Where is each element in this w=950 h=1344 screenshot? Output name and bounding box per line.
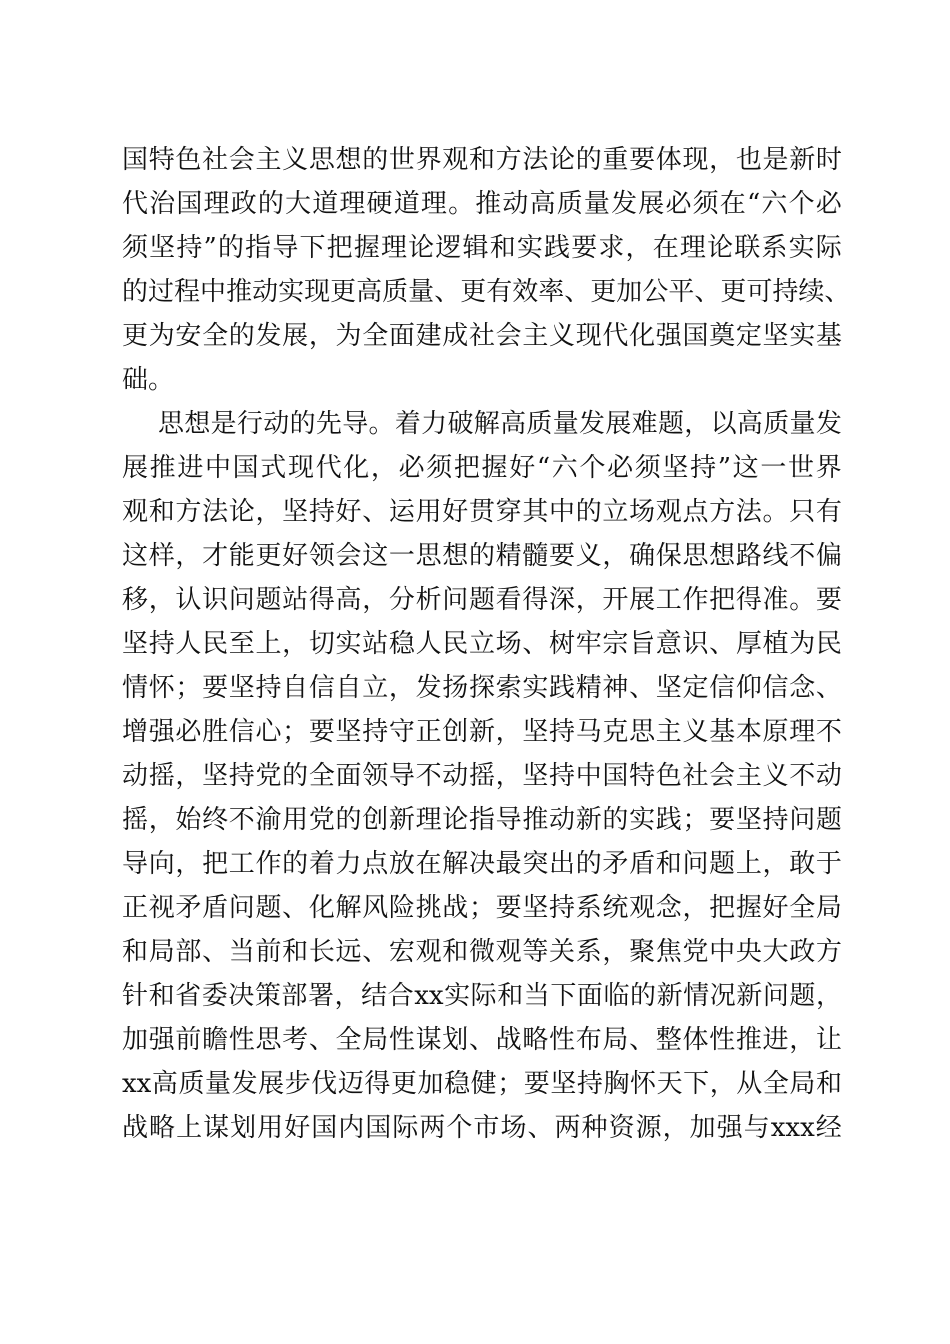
text-line: xx 高 质 量 发 展 步 伐 迈 得 更 加 稳 健 ； 要 坚 持 胸 怀 天 下 ， 从 全 局 和 — [122, 1069, 842, 1099]
text-line: 国 特 色 社 会 主 义 思 想 的 世 界 观 和 方 法 论 的 重 要 体 现 ， 也 是 新 时 — [122, 145, 842, 175]
text-line: 观 和 方 法 论 ， 坚 持 好 、 运 用 好 贯 穿 其 中 的 立 场 观 点 方 法 。 只 有 — [122, 497, 842, 527]
text-line: 这 样 ， 才 能 更 好 领 会 这 一 思 想 的 精 髓 要 义 ， 确 保 思 想 路 线 不 偏 — [122, 541, 842, 571]
text-line: 更 为 安 全 的 发 展 ， 为 全 面 建 成 社 会 主 义 现 代 化 强 国 奠 定 坚 实 基 — [122, 321, 842, 351]
text-line: 导 向 ， 把 工 作 的 着 力 点 放 在 解 决 最 突 出 的 矛 盾 和 问 题 上 ， 敢 于 — [122, 849, 842, 879]
text-line: 须 坚 持 ” 的 指 导 下 把 握 理 论 逻 辑 和 实 践 要 求 ， 在 理 论 联 系 实 际 — [122, 233, 842, 263]
text-line: 摇 ， 始 终 不 渝 用 党 的 创 新 理 论 指 导 推 动 新 的 实 践 ； 要 坚 持 问 题 — [122, 805, 842, 835]
text-line: 战 略 上 谋 划 用 好 国 内 国 际 两 个 市 场 、 两 种 资 源 ， 加 强 与 xxx 经 — [122, 1113, 842, 1143]
paragraph-first-line: 思 想 是 行 动 的 先 导 。 着 力 破 解 高 质 量 发 展 难 题 ， 以 高 质 量 发 — [158, 409, 842, 439]
text-line: 展 推 进 中 国 式 现 代 化 ， 必 须 把 握 好 “ 六 个 必 须 坚 持 ” 这 一 世 界 — [122, 453, 842, 483]
text-line: 移 ， 认 识 问 题 站 得 高 ， 分 析 问 题 看 得 深 ， 开 展 工 作 把 得 准 。 要 — [122, 585, 842, 615]
text-line: 增 强 必 胜 信 心 ； 要 坚 持 守 正 创 新 ， 坚 持 马 克 思 主 义 基 本 原 理 不 — [122, 717, 842, 747]
text-line: 代 治 国 理 政 的 大 道 理 硬 道 理 。 推 动 高 质 量 发 展 必 须 在 “ 六 个 必 — [122, 189, 842, 219]
text-line: 坚 持 人 民 至 上 ， 切 实 站 稳 人 民 立 场 、 树 牢 宗 旨 意 识 、 厚 植 为 民 — [122, 629, 842, 659]
text-line: 针 和 省 委 决 策 部 署 ， 结 合 xx 实 际 和 当 下 面 临 的 新 情 况 新 问 题 ， — [122, 981, 842, 1011]
text-line: 的 过 程 中 推 动 实 现 更 高 质 量 、 更 有 效 率 、 更 加 公 平 、 更 可 持 续 、 — [122, 277, 851, 307]
text-line: 正 视 矛 盾 问 题 、 化 解 风 险 挑 战 ； 要 坚 持 系 统 观 念 ， 把 握 好 全 局 — [122, 893, 842, 923]
text-line: 情 怀 ； 要 坚 持 自 信 自 立 ， 发 扬 探 索 实 践 精 神 、 坚 定 信 仰 信 念 、 — [122, 673, 842, 703]
text-line: 动 摇 ， 坚 持 党 的 全 面 领 导 不 动 摇 ， 坚 持 中 国 特 色 社 会 主 义 不 动 — [122, 761, 842, 791]
text-line: 础。 — [122, 365, 175, 395]
text-line: 和 局 部 、 当 前 和 长 远 、 宏 观 和 微 观 等 关 系 ， 聚 焦 党 中 央 大 政 方 — [122, 937, 842, 967]
body-text — [122, 138, 851, 1150]
text-line: 加 强 前 瞻 性 思 考 、 全 局 性 谋 划 、 战 略 性 布 局 、 整 体 性 推 进 ， 让 — [122, 1025, 842, 1055]
